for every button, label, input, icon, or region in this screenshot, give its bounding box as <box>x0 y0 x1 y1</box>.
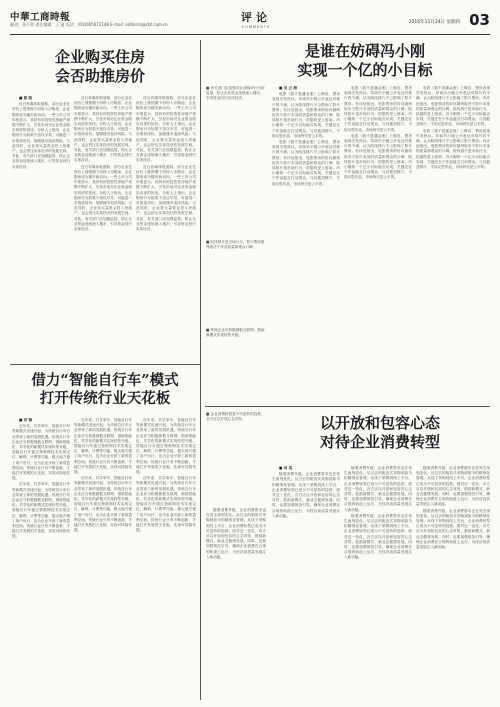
section-divider <box>205 406 490 407</box>
article-text: 电影《我不是潘金莲》上映后，票房表现引发热议。导演冯小刚公开表达对排片的不满，认为院线排片不公影响了影片票房。有评论指出，电影票房的好坏最终取决于影片本身的质量和观众的口碑，院线排片是市场行为，依据的是上座率。冯小刚的一个亿小目标能否实现，关键还在于作品能否打动观众。与其抱怨排片，不如反思作品，市场终究是公平的。 <box>416 86 490 127</box>
article-body <box>416 86 490 402</box>
article-byline: ■ 刘 英 <box>279 466 293 470</box>
article-byline: ■ 郭 凯 <box>19 96 33 100</box>
pull-quote: ■ 有关部门应加强对企业购房行为的监管，防止企业资金违规流入楼市，引导资金回归实体经济。 <box>206 86 265 101</box>
pull-quote: ■ 企业消费转型是不可逆转的趋势，各方应以开放心态对待。 <box>206 412 265 422</box>
article-text: 近年来，共享单车、智能自行车等新模式迅速兴起，为传统自行车行业带来了新的发展机遇。传统自行车企业应当积极拥抱互联网，借助智能化、共享化的新模式实现转型升级。智能自行车通过物联网技术实现定位、解锁、计费等功能，极大地方便了用户出行，也为企业开辟了新的盈利空间。传统行业只有不断创新，才能打开发展的天花板，实现可持续发展。 <box>74 476 132 533</box>
issue-date: 2016年11月24日 星期四 <box>408 20 460 25</box>
masthead <box>10 8 490 35</box>
article-text: 随着消费升级，企业消费需求也在发生深刻变化。从过去的粗放式采购到如今的精细化管理，从线下采购到线上平台，企业消费转型已成为不可逆转的趋势。面对这一变化，各方应以开放和包容的心态对待，鼓励新模式、新业态健康发展。同时，也要加强规范引导，确保企业消费在合规的轨道上运行，为经济高质量发展注入新动能。 <box>272 472 340 518</box>
article-text: 近日有媒体报道称，部分企业在房价上涨预期下纷纷入市购房，企业购房成为楼市新动向。一些上市公司年报显示，其持有的投资性房地产规模不断扩大，引发市场对企业资金脱实向虚的担忧。分析人士指出，企业购房行为如果不加以引导，可能进一步推高房价，加剧楼市泡沫风险。与此同时，企业将大量资金投入房地产，也会挤压实体经济的发展空间。对此，有关部门应加强监管，防止企业资金违规流入楼市，引导资金回归实体经济。 <box>74 96 132 163</box>
article-text: 电影《我不是潘金莲》上映后，票房表现引发热议。导演冯小刚公开表达对排片的不满，认为院线排片不公影响了影片票房。有评论指出，电影票房的好坏最终取决于影片本身的质量和观众的口碑，院线排片是市场行为，依据的是上座率。冯小刚的一个亿小目标能否实现，关键还在于作品能否打动观众。与其抱怨排片，不如反思作品，市场终究是公平的。 <box>344 133 412 180</box>
article-text: 电影《我不是潘金莲》上映后，票房表现引发热议。导演冯小刚公开表达对排片的不满，认为院线排片不公影响了影片票房。有评论指出，电影票房的好坏最终取决于影片本身的质量和观众的口碑，院线排片是市场行为，依据的是上座率。冯小刚的一个亿小目标能否实现，关键还在于作品能否打动观众。与其抱怨排片，不如反思作品，市场终究是公平的。 <box>344 86 412 132</box>
column-divider <box>200 40 201 700</box>
article-text: 近年来，共享单车、智能自行车等新模式迅速兴起，为传统自行车行业带来了新的发展机遇。传统自行车企业应当积极拥抱互联网，借助智能化、共享化的新模式实现转型升级。智能自行车通过物联网技术实现定位、解锁、计费等功能，极大地方便了用户出行，也为企业开辟了新的盈利空间。传统行业只有不断创新，才能打开发展的天花板，实现可持续发展。 <box>74 418 132 475</box>
article-text: 电影《我不是潘金莲》上映后，票房表现引发热议。导演冯小刚公开表达对排片的不满，认为院线排片不公影响了影片票房。有评论指出，电影票房的好坏最终取决于影片本身的质量和观众的口碑，院线排片是市场行为，依据的是上座率。冯小刚的一个亿小目标能否实现，关键还在于作品能否打动观众。与其抱怨排片，不如反思作品，市场终究是公平的。 <box>416 128 490 170</box>
article-body <box>344 466 412 700</box>
article-text: 近年来，共享单车、智能自行车等新模式迅速兴起，为传统自行车行业带来了新的发展机遇。传统自行车企业应当积极拥抱互联网，借助智能化、共享化的新模式实现转型升级。智能自行车通过物联网技术实现定位、解锁、计费等功能，极大地方便了用户出行，也为企业开辟了新的盈利空间。传统行业只有不断创新，才能打开发展的天花板，实现可持续发展。 <box>12 482 70 539</box>
article-headline: 以开放和包容心态 对待企业消费转型 <box>319 414 440 451</box>
article-text: 近日有媒体报道称，部分企业在房价上涨预期下纷纷入市购房，企业购房成为楼市新动向。一些上市公司年报显示，其持有的投资性房地产规模不断扩大，引发市场对企业资金脱实向虚的担忧。分析人士指出，企业购房行为如果不加以引导，可能进一步推高房价，加剧楼市泡沫风险。与此同时，企业将大量资金投入房地产，也会挤压实体经济的发展空间。对此，有关部门应加强监管，防止企业资金违规流入楼市，引导资金回归实体经济。 <box>12 102 70 169</box>
article-text: 近日有媒体报道称，部分企业在房价上涨预期下纷纷入市购房，企业购房成为楼市新动向。一些上市公司年报显示，其持有的投资性房地产规模不断扩大，引发市场对企业资金脱实向虚的担忧。分析人士指出，企业购房行为如果不加以引导，可能进一步推高房价，加剧楼市泡沫风险。与此同时，企业将大量资金投入房地产，也会挤压实体经济的发展空间。对此，有关部门应加强监管，防止企业资金违规流入楼市，引导资金回归实体经济。 <box>136 96 196 163</box>
article-body <box>416 466 490 700</box>
article-text: 随着消费升级，企业消费需求也在发生深刻变化。从过去的粗放式采购到如今的精细化管理，从线下采购到线上平台，企业消费转型已成为不可逆转的趋势。面对这一变化，各方应以开放和包容的心态对待，鼓励新模式、新业态健康发展。同时，也要加强规范引导，确保企业消费在合规的轨道上运行，为经济高质量发展注入新动能。 <box>416 466 490 507</box>
article-text: 随着消费升级，企业消费需求也在发生深刻变化。从过去的粗放式采购到如今的精细化管理，从线下采购到线上平台，企业消费转型已成为不可逆转的趋势。面对这一变化，各方应以开放和包容的心态对待，鼓励新模式、新业态健康发展。同时，也要加强规范引导，确保企业消费在合规的轨道上运行，为经济高质量发展注入新动能。 <box>344 513 412 560</box>
article-text: 随着消费升级，企业消费需求也在发生深刻变化。从过去的粗放式采购到如今的精细化管理，从线下采购到线上平台，企业消费转型已成为不可逆转的趋势。面对这一变化，各方应以开放和包容的心态对待，鼓励新模式、新业态健康发展。同时，也要加强规范引导，确保企业消费在合规的轨道上运行，为经济高质量发展注入新动能。 <box>206 508 266 559</box>
newspaper-logo: 中華工商時報 <box>10 12 71 23</box>
section-title: 评论 <box>241 11 271 24</box>
article-headline: 是谁在妨碍冯小刚 实现一个亿的小目标 <box>297 42 433 79</box>
article-text: 电影《我不是潘金莲》上映后，票房表现引发热议。导演冯小刚公开表达对排片的不满，认为院线排片不公影响了影片票房。有评论指出，电影票房的好坏最终取决于影片本身的质量和观众的口碑，院线排片是市场行为，依据的是上座率。冯小刚的一个亿小目标能否实现，关键还在于作品能否打动观众。与其抱怨排片，不如反思作品，市场终究是公平的。 <box>272 140 340 186</box>
article-body <box>272 86 340 402</box>
article-text: 近日有媒体报道称，部分企业在房价上涨预期下纷纷入市购房，企业购房成为楼市新动向。一些上市公司年报显示，其持有的投资性房地产规模不断扩大，引发市场对企业资金脱实向虚的担忧。分析人士指出，企业购房行为如果不加以引导，可能进一步推高房价，加剧楼市泡沫风险。与此同时，企业将大量资金投入房地产，也会挤压实体经济的发展空间。对此，有关部门应加强监管，防止企业资金违规流入楼市，引导资金回归实体经济。 <box>74 164 132 232</box>
section-label <box>226 9 286 29</box>
article-text: 随着消费升级，企业消费需求也在发生深刻变化。从过去的粗放式采购到如今的精细化管理，从线下采购到线上平台，企业消费转型已成为不可逆转的趋势。面对这一变化，各方应以开放和包容的心态对待，鼓励新模式、新业态健康发展。同时，也要加强规范引导，确保企业消费在合规的轨道上运行，为经济高质量发展注入新动能。 <box>416 508 490 550</box>
article-body <box>344 86 412 402</box>
pull-quote: ■ 传统企业应积极拥抱互联网，借助新模式实现转型升级。 <box>206 328 265 338</box>
article-headline: 借力“智能自行车”模式 打开传统行业天花板 <box>31 372 179 408</box>
article-text: 近年来，共享单车、智能自行车等新模式迅速兴起，为传统自行车行业带来了新的发展机遇。传统自行车企业应当积极拥抱互联网，借助智能化、共享化的新模式实现转型升级。智能自行车通过物联网技术实现定位、解锁、计费等功能，极大地方便了用户出行，也为企业开辟了新的盈利空间。传统行业只有不断创新，才能打开发展的天花板，实现可持续发展。 <box>136 476 196 533</box>
page-number: 03 <box>469 11 490 29</box>
article-text: 近日有媒体报道称，部分企业在房价上涨预期下纷纷入市购房，企业购房成为楼市新动向。一些上市公司年报显示，其持有的投资性房地产规模不断扩大，引发市场对企业资金脱实向虚的担忧。分析人士指出，企业购房行为如果不加以引导，可能进一步推高房价，加剧楼市泡沫风险。与此同时，企业将大量资金投入房地产，也会挤压实体经济的发展空间。对此，有关部门应加强监管，防止企业资金违规流入楼市，引导资金回归实体经济。 <box>136 164 196 232</box>
section-subtitle: COMMENTS <box>241 25 271 29</box>
article-text: 近年来，共享单车、智能自行车等新模式迅速兴起，为传统自行车行业带来了新的发展机遇。传统自行车企业应当积极拥抱互联网，借助智能化、共享化的新模式实现转型升级。智能自行车通过物联网技术实现定位、解锁、计费等功能，极大地方便了用户出行，也为企业开辟了新的盈利空间。传统行业只有不断创新，才能打开发展的天花板，实现可持续发展。 <box>12 424 70 481</box>
article-headline: 企业购买住房 会否助推房价 <box>54 48 145 85</box>
article-byline: ■ 吴 立 海 <box>279 86 297 90</box>
article-body <box>272 466 340 700</box>
article-text: 随着消费升级，企业消费需求也在发生深刻变化。从过去的粗放式采购到如今的精细化管理，从线下采购到线上平台，企业消费转型已成为不可逆转的趋势。面对这一变化，各方应以开放和包容的心态对待，鼓励新模式、新业态健康发展。同时，也要加强规范引导，确保企业消费在合规的轨道上运行，为经济高质量发展注入新动能。 <box>344 466 412 512</box>
section-divider <box>10 364 200 365</box>
article-text: 近年来，共享单车、智能自行车等新模式迅速兴起，为传统自行车行业带来了新的发展机遇。传统自行车企业应当积极拥抱互联网，借助智能化、共享化的新模式实现转型升级。智能自行车通过物联网技术实现定位、解锁、计费等功能，极大地方便了用户出行，也为企业开辟了新的盈利空间。传统行业只有不断创新，才能打开发展的天花板，实现可持续发展。 <box>136 418 196 475</box>
article-body <box>206 508 266 700</box>
pull-quote: ■ 院线排片是市场行为，影片票房最终取决于作品质量和观众口碑。 <box>206 240 265 250</box>
article-body <box>74 96 132 360</box>
article-body <box>12 418 70 700</box>
article-body <box>136 418 196 700</box>
article-text: 电影《我不是潘金莲》上映后，票房表现引发热议。导演冯小刚公开表达对排片的不满，认为院线排片不公影响了影片票房。有评论指出，电影票房的好坏最终取决于影片本身的质量和观众的口碑，院线排片是市场行为，依据的是上座率。冯小刚的一个亿小目标能否实现，关键还在于作品能否打动观众。与其抱怨排片，不如反思作品，市场终究是公平的。 <box>272 92 340 138</box>
article-body <box>136 96 196 360</box>
article-body <box>12 96 70 360</box>
article-byline: ■ 苏 锋 <box>19 418 33 422</box>
editor-contact: 副刊：张小翠 责任编辑：王 迪 电话：(010)65072148 E-mail: editorial@cbt.com.cn <box>10 22 168 27</box>
article-body <box>74 418 132 700</box>
